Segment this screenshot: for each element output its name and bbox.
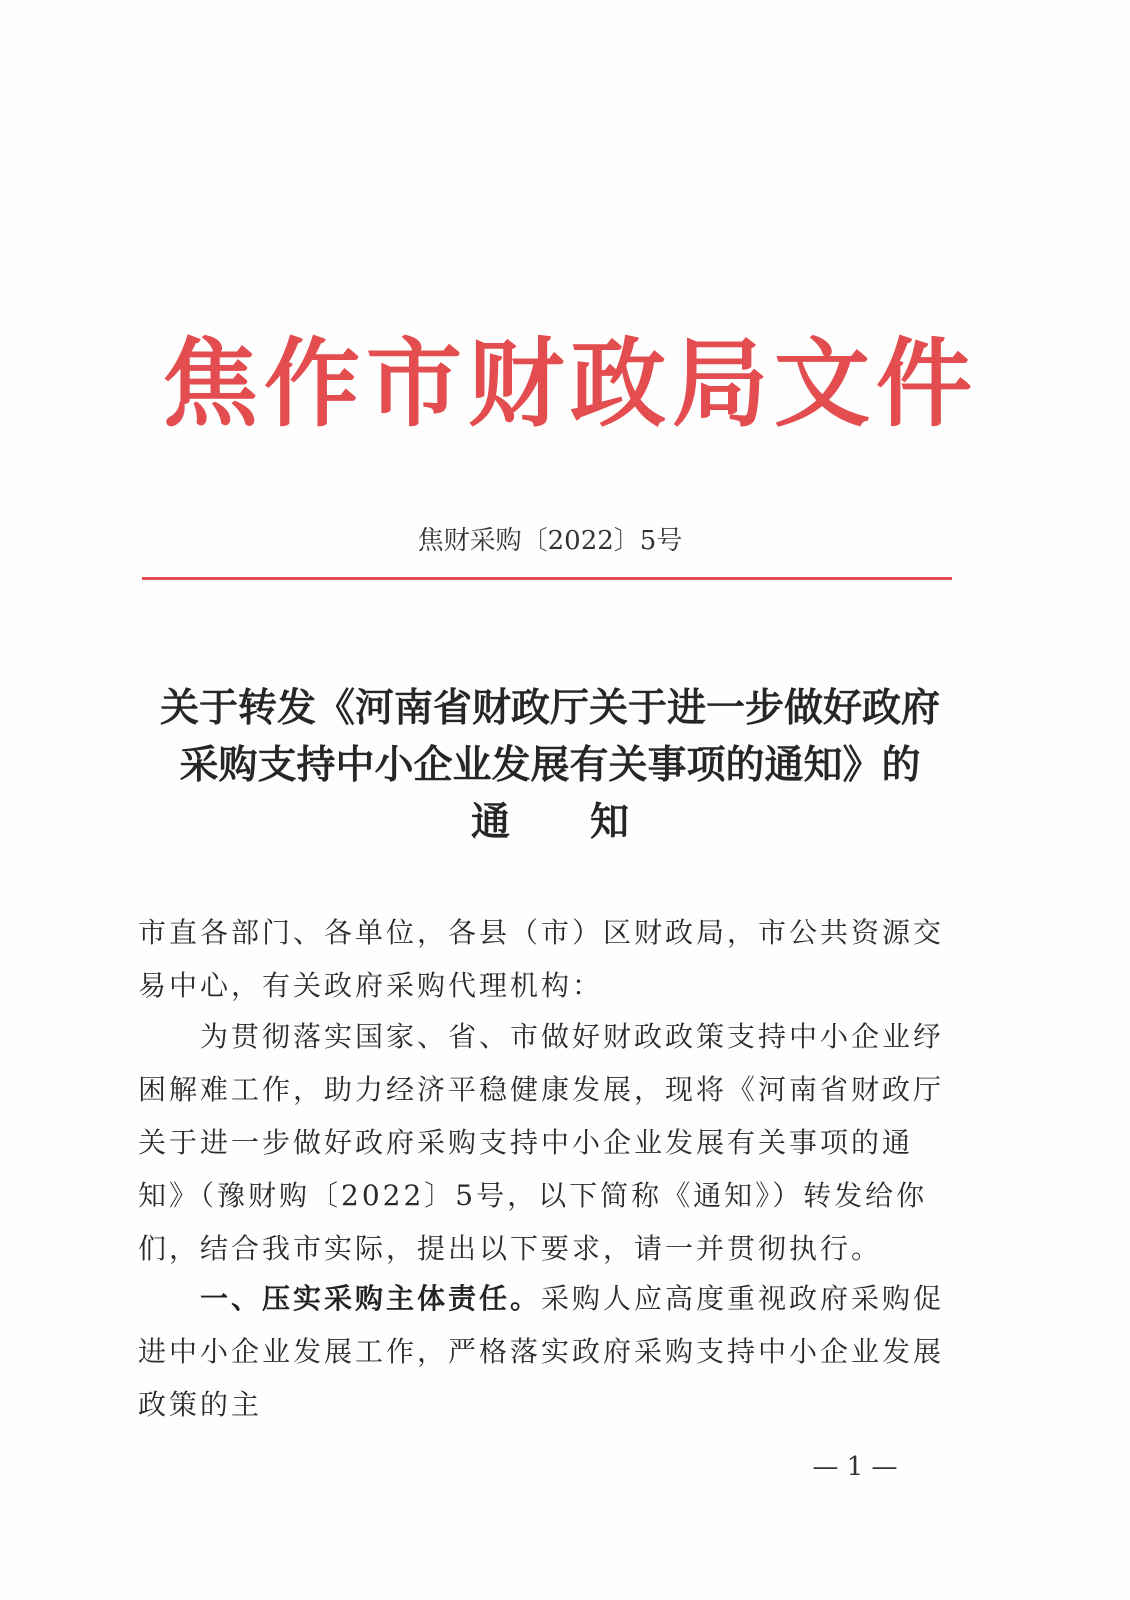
body-paragraph-2 xyxy=(138,1272,958,1431)
document-subject-title xyxy=(140,680,960,851)
page-number: — 1 — xyxy=(812,1452,898,1482)
section-text-1: 采购人应高度重视政府采购促进中小企业发展工作，严格落实政府采购支持中小企业发展政策的主 xyxy=(138,1282,945,1421)
body-paragraph-1: 为贯彻落实国家、省、市做好财政政策支持中小企业纾困解难工作，助力经济平稳健康发展，现将《河南省财政厅关于进一步做好政府采购支持中小企业发展有关事项的通知》（豫财购〔2022〕5号，以下简称《通知》）转发给你们，结合我市实际，提出以下要求，请一并贯彻执行。 xyxy=(138,1020,945,1265)
red-divider-line xyxy=(142,577,952,580)
document-number: 焦财采购〔2022〕5号 xyxy=(417,526,683,556)
subject-line-3: 通知 xyxy=(470,799,709,845)
issuer-header-title: 焦作市财政局文件 xyxy=(162,327,978,440)
subject-line-2: 采购支持中小企业发展有关事项的通知》的 xyxy=(179,742,921,788)
section-heading-1: 一、压实采购主体责任。 xyxy=(200,1282,542,1315)
subject-line-1: 关于转发《河南省财政厅关于进一步做好政府 xyxy=(159,685,940,731)
addressee-paragraph: 市直各部门、各单位，各县（市）区财政局，市公共资源交易中心，有关政府采购代理机构： xyxy=(138,916,945,1002)
